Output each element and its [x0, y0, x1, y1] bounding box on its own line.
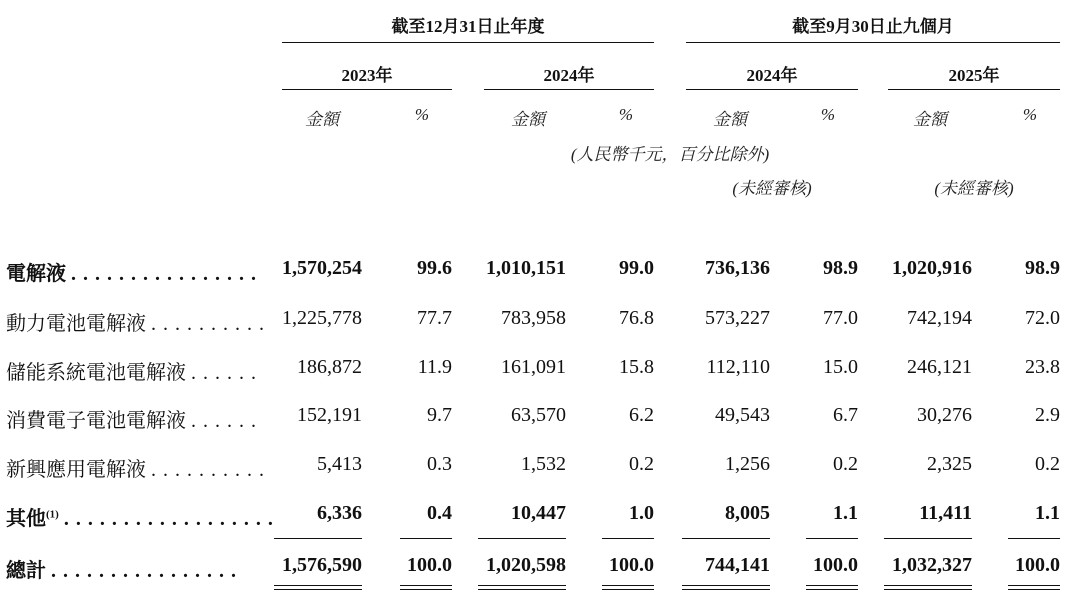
percent-cell: 77.0 [823, 307, 858, 329]
percent-cell: 0.2 [1035, 453, 1060, 475]
amount-cell: 783,958 [501, 307, 566, 329]
amount-cell: 1,020,598 [486, 554, 566, 576]
group-header-fiscal-year: 截至12月31日止年度 [391, 17, 545, 36]
amount-cell: 2,325 [927, 453, 972, 475]
year-rule-2024-9m [686, 89, 858, 90]
amount-cell: 1,532 [521, 453, 566, 475]
percent-header: % [1022, 105, 1038, 124]
percent-cell: 99.6 [417, 257, 452, 279]
amount-header: 金額 [305, 110, 339, 129]
amount-cell: 11,411 [919, 502, 972, 524]
amount-cell: 1,225,778 [282, 307, 362, 329]
percent-cell: 6.7 [833, 404, 858, 426]
group-rule-fiscal-year [282, 42, 654, 43]
row-label [6, 453, 265, 482]
subtotal-rule [274, 538, 362, 539]
percent-cell: 2.9 [1035, 404, 1060, 426]
total-double-rule [400, 585, 452, 590]
percent-cell: 15.8 [619, 356, 654, 378]
percent-cell: 11.9 [417, 356, 452, 378]
percent-cell: 0.4 [427, 502, 452, 524]
percent-cell: 23.8 [1025, 356, 1060, 378]
year-rule-2024-fy [484, 89, 654, 90]
percent-cell: 0.3 [427, 453, 452, 475]
amount-cell: 186,872 [297, 356, 362, 378]
amount-cell: 1,020,916 [892, 257, 972, 279]
year-header-2024-fy: 2024年 [543, 66, 595, 85]
amount-cell: 1,576,590 [282, 554, 362, 576]
amount-cell: 49,543 [715, 404, 770, 426]
leader-dots: . . . . . . . . . . . . . . . . [51, 560, 237, 582]
percent-cell: 99.0 [619, 257, 654, 279]
percent-header: % [820, 105, 836, 124]
total-double-rule [884, 585, 972, 590]
percent-cell: 1.1 [1035, 502, 1060, 524]
amount-cell: 30,276 [917, 404, 972, 426]
percent-cell: 9.7 [427, 404, 452, 426]
row-label-text: 儲能系統電池電解液 [6, 362, 186, 384]
row-label [6, 356, 257, 385]
subtotal-rule [400, 538, 452, 539]
row-label-text: 總計 [6, 560, 46, 582]
amount-cell: 1,256 [725, 453, 770, 475]
group-header-nine-months: 截至9月30日止九個月 [792, 17, 954, 36]
unit-note: (人民幣千元，百分比除外) [570, 145, 770, 164]
percent-cell: 77.7 [417, 307, 452, 329]
amount-cell: 1,032,327 [892, 554, 972, 576]
amount-cell: 5,413 [317, 453, 362, 475]
percent-cell: 1.1 [833, 502, 858, 524]
amount-cell: 10,447 [511, 502, 566, 524]
amount-header: 金額 [713, 110, 747, 129]
subtotal-rule [602, 538, 654, 539]
year-header-2023: 2023年 [341, 66, 393, 85]
percent-cell: 6.2 [629, 404, 654, 426]
total-double-rule [478, 585, 566, 590]
leader-dots: . . . . . . . . . . . . . . . . . . [63, 508, 274, 530]
row-label-text: 消費電子電池電解液 [6, 410, 186, 432]
amount-cell: 744,141 [705, 554, 770, 576]
row-label-text: 動力電池電解液 [6, 313, 146, 335]
percent-cell: 1.0 [629, 502, 654, 524]
year-header-2025: 2025年 [948, 66, 1000, 85]
row-label-text: 其他 [6, 508, 46, 530]
leader-dots: . . . . . . . . . . [151, 459, 265, 481]
leader-dots: . . . . . . . . . . [151, 313, 265, 335]
year-rule-2025 [888, 89, 1060, 90]
amount-cell: 246,121 [907, 356, 972, 378]
subtotal-rule [1008, 538, 1060, 539]
row-label [6, 307, 265, 336]
row-label [6, 404, 257, 433]
total-double-rule [274, 585, 362, 590]
total-double-rule [602, 585, 654, 590]
percent-cell: 100.0 [609, 554, 654, 576]
amount-cell: 112,110 [706, 356, 770, 378]
unaudited-note-2024: (未經審核) [732, 179, 812, 198]
amount-header: 金額 [511, 110, 545, 129]
subtotal-rule [478, 538, 566, 539]
percent-cell: 98.9 [1025, 257, 1060, 279]
percent-cell: 0.2 [629, 453, 654, 475]
amount-cell: 742,194 [907, 307, 972, 329]
percent-cell: 72.0 [1025, 307, 1060, 329]
row-label [6, 502, 274, 531]
amount-cell: 63,570 [511, 404, 566, 426]
amount-cell: 573,227 [705, 307, 770, 329]
percent-cell: 0.2 [833, 453, 858, 475]
leader-dots: . . . . . . [191, 410, 257, 432]
percent-cell: 15.0 [823, 356, 858, 378]
amount-cell: 152,191 [297, 404, 362, 426]
total-double-rule [1008, 585, 1060, 590]
percent-cell: 98.9 [823, 257, 858, 279]
footnote-marker: (1) [46, 508, 59, 521]
percent-cell: 100.0 [407, 554, 452, 576]
amount-cell: 8,005 [725, 502, 770, 524]
row-label-text: 新興應用電解液 [6, 459, 146, 481]
row-label-text: 電解液 [6, 263, 66, 285]
percent-cell: 100.0 [813, 554, 858, 576]
amount-cell: 161,091 [501, 356, 566, 378]
row-label [6, 554, 252, 583]
subtotal-rule [682, 538, 770, 539]
amount-cell: 736,136 [705, 257, 770, 279]
subtotal-rule [884, 538, 972, 539]
percent-cell: 100.0 [1015, 554, 1060, 576]
subtotal-rule [806, 538, 858, 539]
year-rule-2023 [282, 89, 452, 90]
amount-cell: 1,010,151 [486, 257, 566, 279]
total-double-rule [682, 585, 770, 590]
year-header-2024-9m: 2024年 [746, 66, 798, 85]
amount-cell: 1,570,254 [282, 257, 362, 279]
amount-header: 金額 [913, 110, 947, 129]
group-rule-nine-months [686, 42, 1060, 43]
percent-header: % [618, 105, 634, 124]
row-label [6, 257, 257, 286]
amount-cell: 6,336 [317, 502, 362, 524]
total-double-rule [806, 585, 858, 590]
leader-dots: . . . . . . . . . . . . . . . . [71, 263, 257, 285]
leader-dots: . . . . . . [191, 362, 257, 384]
unaudited-note-2025: (未經審核) [934, 179, 1014, 198]
percent-header: % [414, 105, 430, 124]
percent-cell: 76.8 [619, 307, 654, 329]
